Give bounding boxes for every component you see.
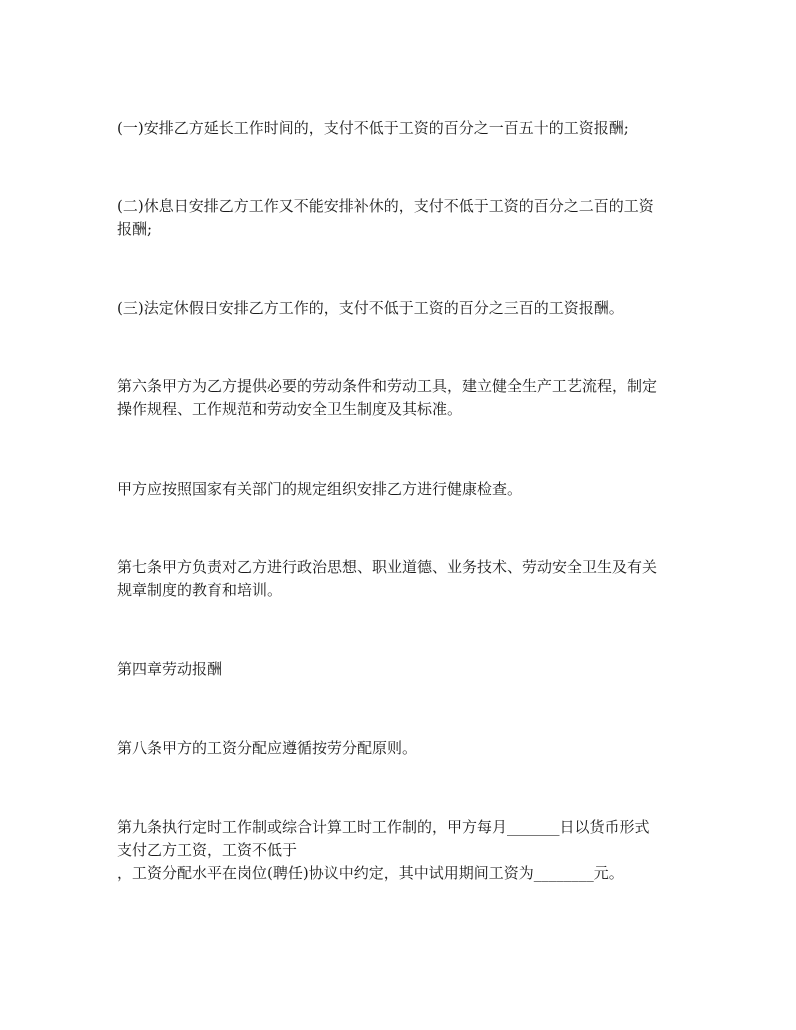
paragraph-article-9: [117, 816, 689, 885]
paragraph-article-7: [117, 556, 689, 602]
paragraph-line: 规章制度的教育和培训。: [117, 581, 283, 599]
paragraph-line: 甲方应按照国家有关部门的规定组织安排乙方进行健康检查。: [117, 480, 523, 498]
paragraph-health-check: [117, 478, 689, 501]
paragraph-line: 报酬;: [117, 220, 153, 238]
paragraph-line: 第九条执行定时工作制或综合计算工时工作制的，甲方每月_______日以货币形式: [117, 818, 650, 836]
paragraph-article-6: [117, 375, 689, 421]
paragraph-line: ，工资分配水平在岗位(聘任)协议中约定，其中试用期间工资为________元。: [117, 864, 624, 882]
paragraph-line: 操作规程、工作规范和劳动安全卫生制度及其标准。: [117, 400, 463, 418]
paragraph-rest-day-pay: [117, 195, 689, 241]
paragraph-line: 第七条甲方负责对乙方进行政治思想、职业道德、业务技术、劳动安全卫生及有关: [117, 558, 658, 576]
paragraph-line: 支付乙方工资，工资不低于: [117, 841, 298, 859]
paragraph-line: 第八条甲方的工资分配应遵循按劳分配原则。: [117, 739, 418, 757]
chapter-heading: [117, 658, 689, 681]
paragraph-line: (一)安排乙方延长工作时间的，支付不低于工资的百分之一百五十的工资报酬;: [117, 119, 629, 137]
paragraph-article-8: [117, 737, 689, 760]
paragraph-overtime-pay: [117, 117, 689, 140]
paragraph-line: (二)休息日安排乙方工作又不能安排补休的，支付不低于工资的百分之二百的工资: [117, 197, 654, 215]
paragraph-line: 第六条甲方为乙方提供必要的劳动条件和劳动工具，建立健全生产工艺流程，制定: [117, 377, 658, 395]
paragraph-line: 第四章劳动报酬: [117, 660, 223, 678]
paragraph-holiday-pay: [117, 297, 689, 320]
paragraph-line: (三)法定休假日安排乙方工作的，支付不低于工资的百分之三百的工资报酬。: [117, 299, 624, 317]
